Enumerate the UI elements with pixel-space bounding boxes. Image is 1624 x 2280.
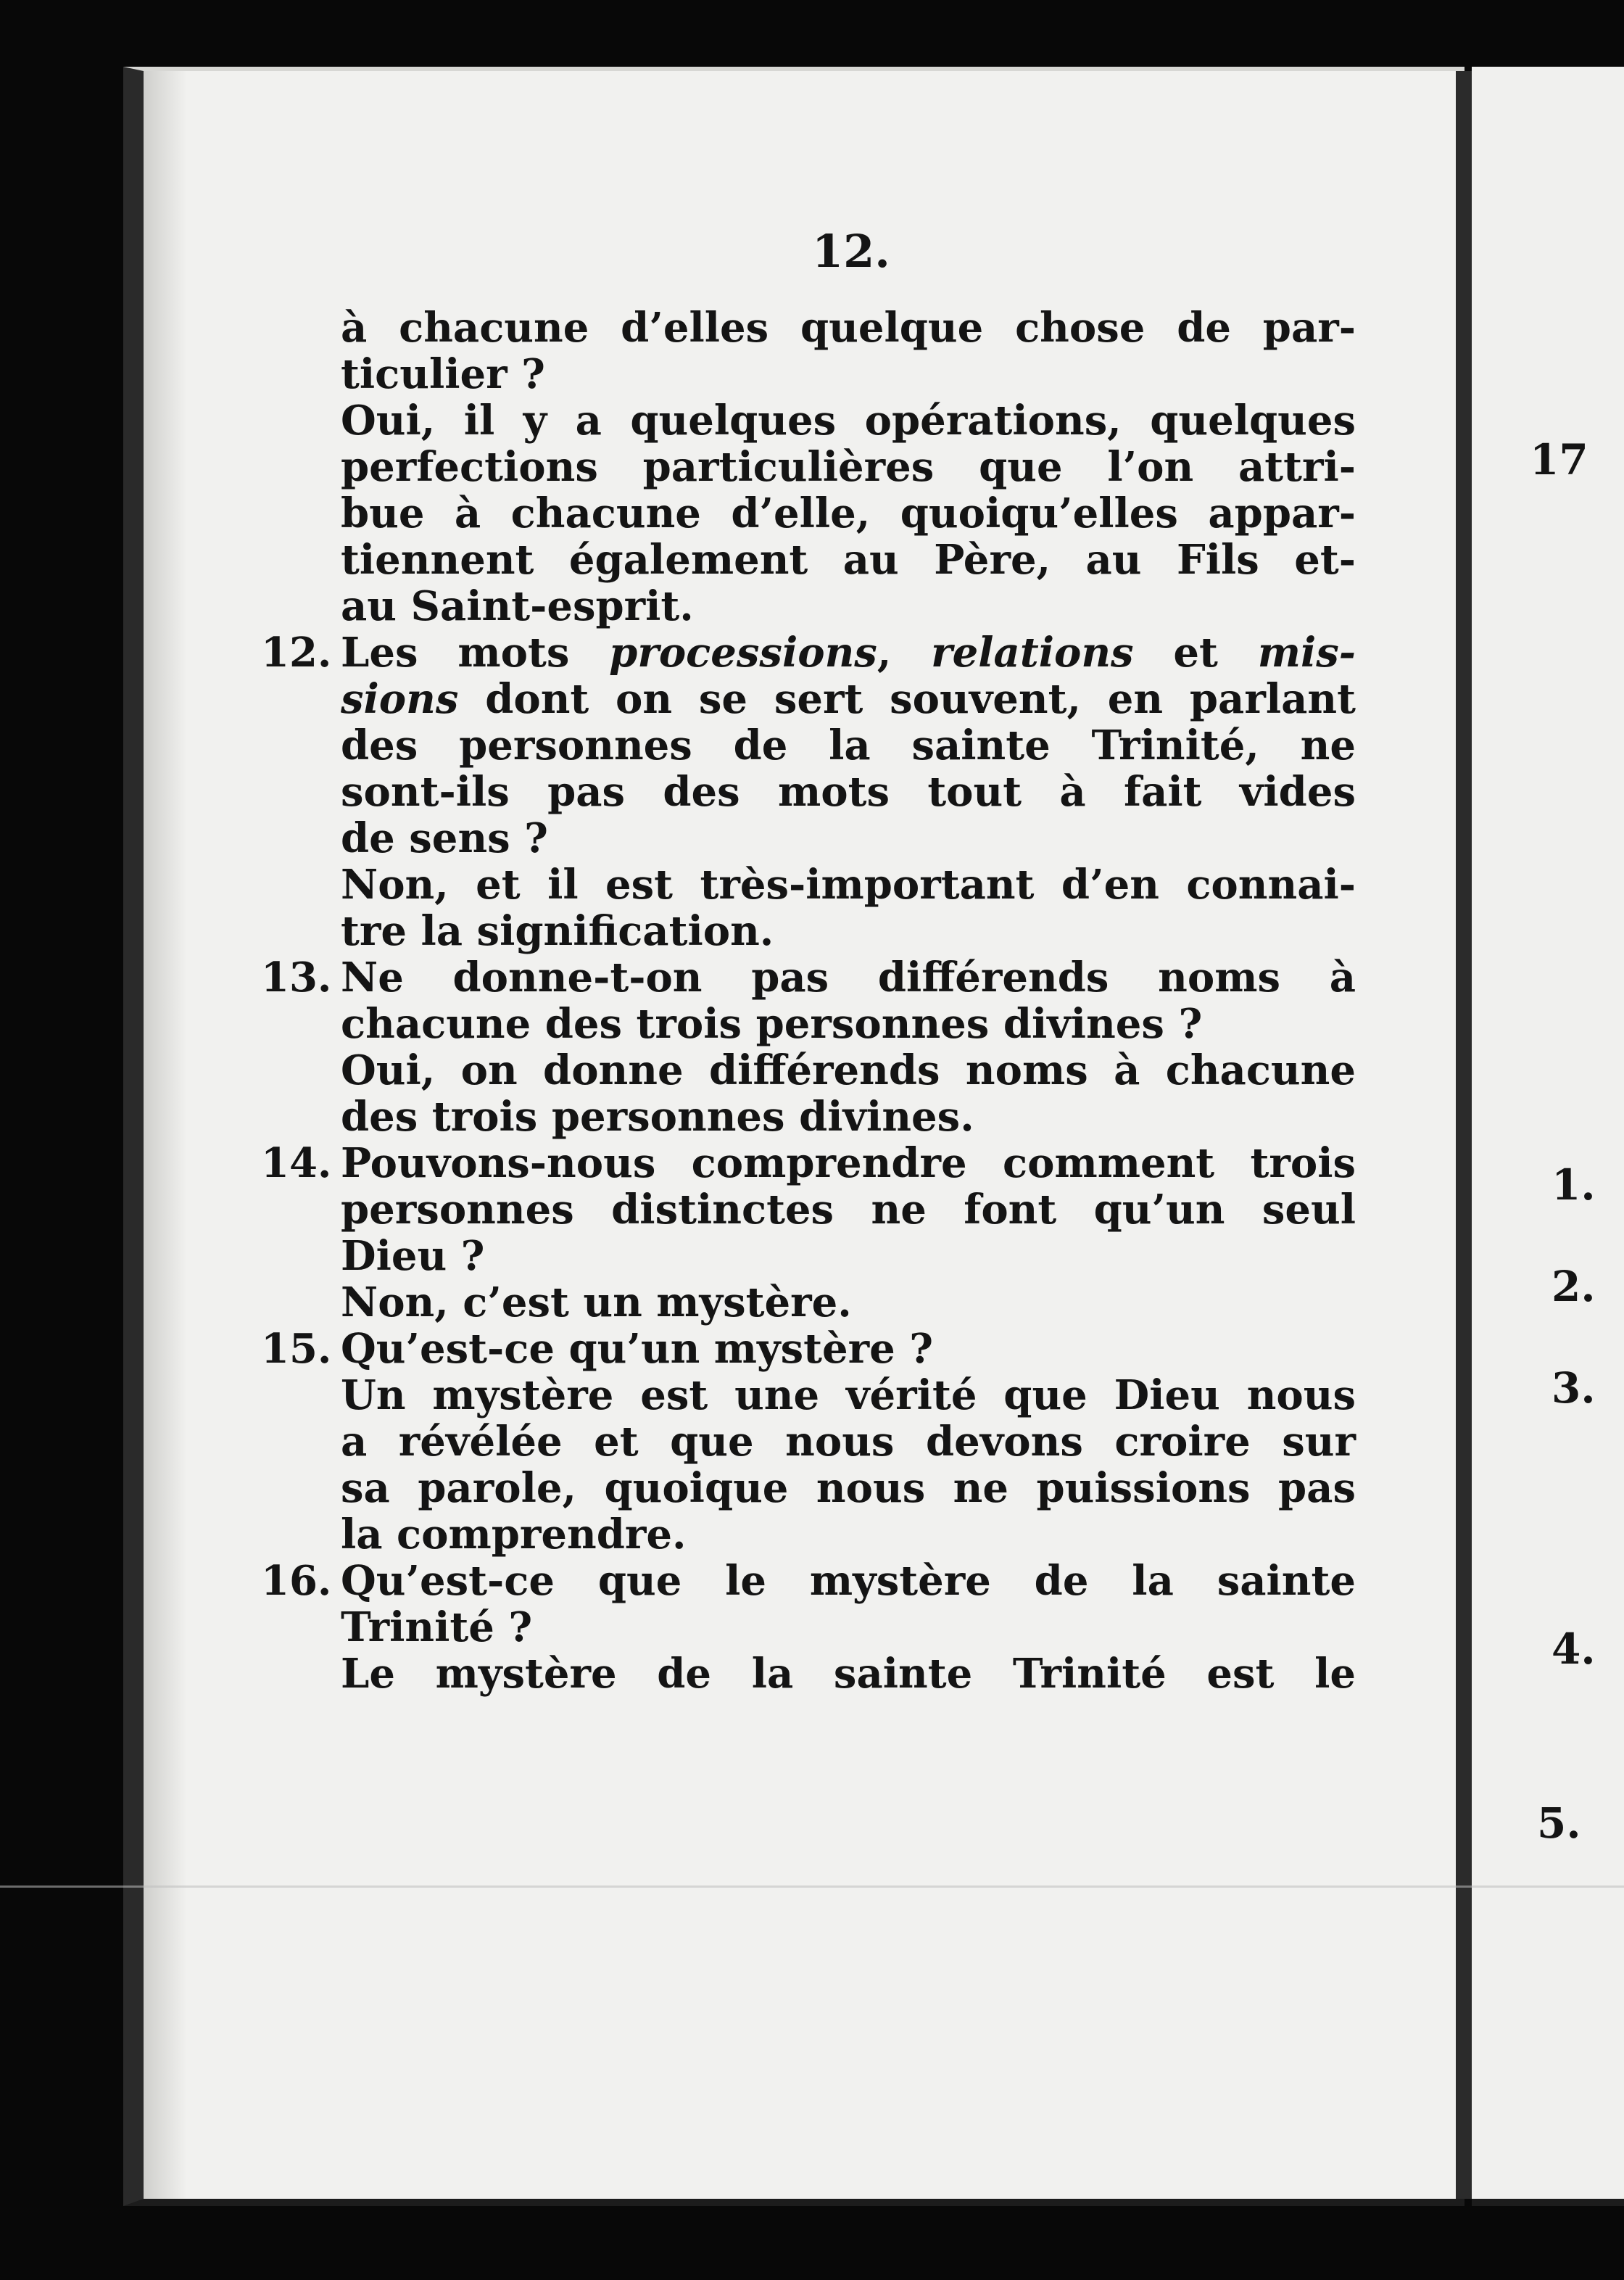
right-page-header: 17	[1530, 435, 1588, 484]
text-line: Trinité ?	[341, 1603, 533, 1651]
right-page-marker: 4.	[1552, 1624, 1596, 1674]
text-line: tiennent également au Père, au Fils et-	[341, 536, 1356, 584]
right-page-marker: 5.	[1537, 1798, 1581, 1848]
page-number: 12.	[812, 225, 890, 278]
text-line: des trois personnes divines.	[341, 1093, 974, 1141]
text-line: sions dont on se sert souvent, en parlant	[341, 675, 1356, 723]
text-line: de sens ?	[341, 814, 548, 862]
text-line: personnes distinctes ne font qu’un seul	[341, 1186, 1356, 1234]
question-number: 16.	[261, 1557, 332, 1605]
page-text	[261, 304, 1356, 1698]
question-line: 13. Ne donne-t-on pas différends noms à	[261, 954, 1356, 1001]
question-number: 13.	[261, 954, 332, 1001]
right-page-fragment	[1530, 0, 1624, 2280]
question-line: 16. Qu’est-ce que le mystère de la sainte	[261, 1557, 1356, 1605]
text-line: des personnes de la sainte Trinité, ne	[341, 722, 1356, 769]
text-line: Un mystère est une vérité que Dieu nous	[341, 1371, 1356, 1419]
text-line: Oui, on donne différends noms à chacune	[341, 1046, 1356, 1094]
text-line: la comprendre.	[341, 1511, 687, 1558]
text-line: Non, c’est un mystère.	[341, 1279, 852, 1326]
text-line: sa parole, quoique nous ne puissions pas	[341, 1464, 1356, 1512]
question-line: 12. Les mots processions, relations et mis-	[261, 629, 1356, 677]
text-line: tre la signification.	[341, 907, 774, 955]
text-line: a révélée et que nous devons croire sur	[341, 1418, 1356, 1466]
text-line: à chacune d’elles quelque chose de par-	[341, 304, 1356, 352]
question-line: 15. Qu’est-ce qu’un mystère ?	[261, 1325, 934, 1373]
text-line: Non, et il est très-important d’en connai-	[341, 861, 1356, 909]
gutter-shadow	[144, 71, 187, 2199]
text-line: ticulier ?	[341, 350, 545, 398]
text-line: Le mystère de la sainte Trinité est le	[341, 1650, 1356, 1698]
text-line: Oui, il y a quelques opérations, quelques	[341, 397, 1356, 445]
question-number: 14.	[261, 1139, 332, 1187]
text-line: Dieu ?	[341, 1232, 485, 1280]
right-page-marker: 2.	[1552, 1262, 1596, 1311]
text-line: perfections particulières que l’on attri-	[341, 443, 1356, 491]
text-line: sont-ils pas des mots tout à fait vides	[341, 768, 1356, 816]
text-line: bue à chacune d’elle, quoiqu’elles appar-	[341, 490, 1356, 537]
question-line: 14. Pouvons-nous comprendre comment trois	[261, 1139, 1356, 1187]
right-page-marker: 1.	[1552, 1160, 1596, 1210]
scan-artifact-line	[0, 1885, 1624, 1888]
right-page-marker: 3.	[1552, 1363, 1596, 1413]
text-line: au Saint-esprit.	[341, 582, 694, 630]
text-line: chacune des trois personnes divines ?	[341, 1000, 1203, 1048]
question-number: 15.	[261, 1325, 332, 1373]
question-number: 12.	[261, 629, 332, 677]
